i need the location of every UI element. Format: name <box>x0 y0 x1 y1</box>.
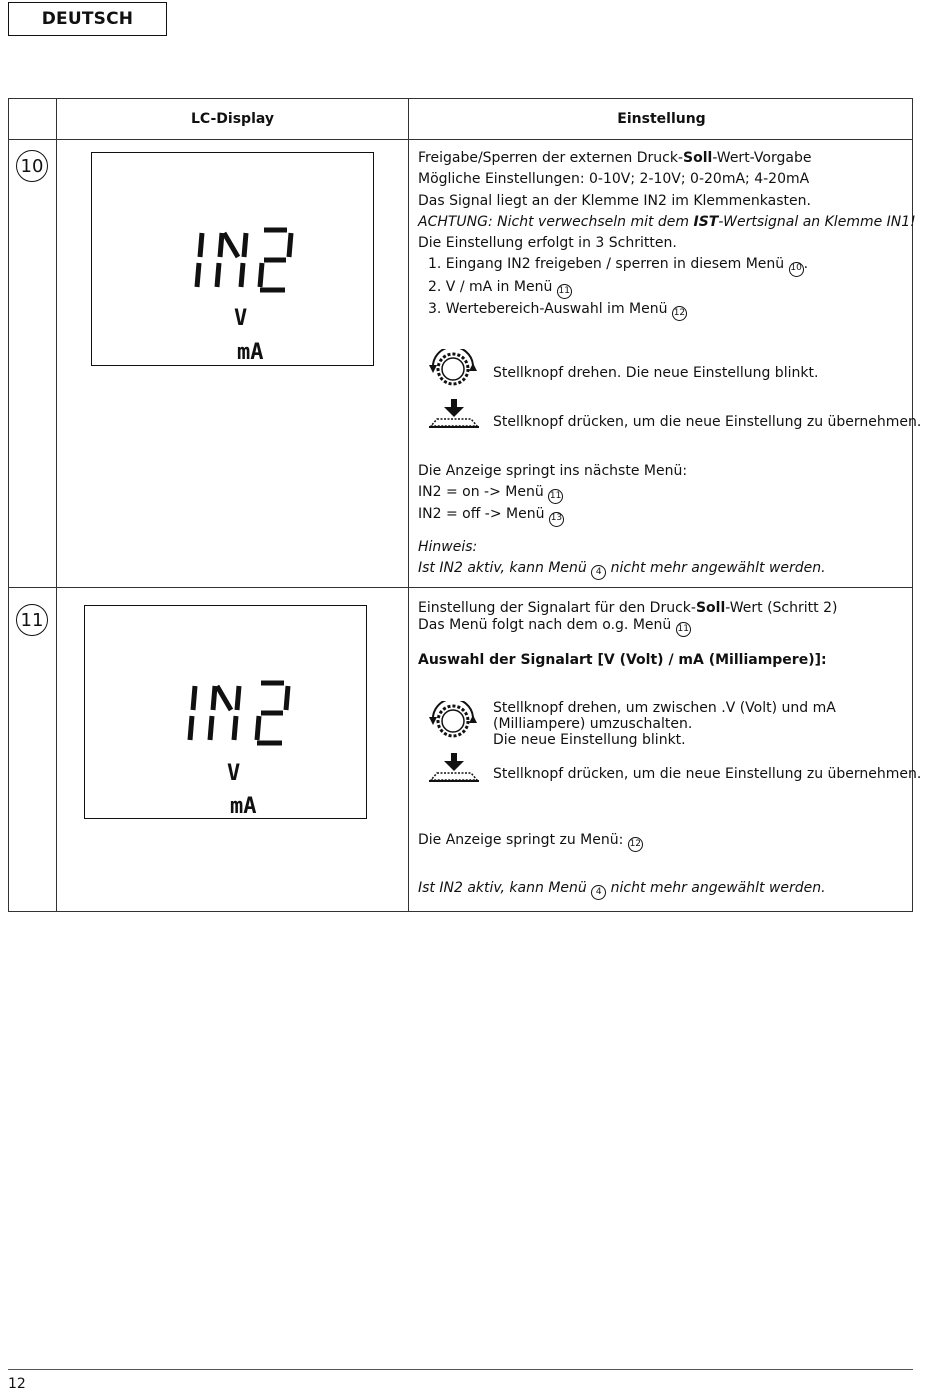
press-instruction: Stellknopf drücken, um die neue Einstellung zu übernehmen. <box>493 414 922 430</box>
menu-ref: 12 <box>672 306 687 321</box>
press-instruction: Stellknopf drücken, um die neue Einstellung zu übernehmen. <box>493 766 922 782</box>
rotate-instruction: Stellknopf drehen, um zwischen .V (Volt) und mA (Milliampere) umzuschalten. Die neue Einstellung blinkt. <box>493 700 836 748</box>
lcd-unit-v: V <box>227 761 241 786</box>
menu-number-10: 10 <box>16 150 48 182</box>
lcd-segments <box>85 606 368 820</box>
menu-ref: 10 <box>789 262 804 277</box>
rotate-knob-icon <box>427 701 479 741</box>
press-knob-icon <box>427 753 481 783</box>
table-divider <box>9 587 912 588</box>
settings-table <box>8 98 922 912</box>
rotate-knob-icon <box>427 349 479 389</box>
table-divider <box>56 99 57 911</box>
row10-next: Die Anzeige springt ins nächste Menü: IN2 = on -> Menü 11 IN2 = off -> Menü 13 <box>418 461 687 527</box>
menu-ref: 11 <box>557 284 572 299</box>
row11-hint: Ist IN2 aktiv, kann Menü 4 nicht mehr angewählt werden. <box>418 878 826 900</box>
row10-text: Freigabe/Sperren der externen Druck-Soll-Wert-Vorgabe Mögliche Einstellungen: 0-10V; 2-10V; 0-20mA; 4-20mA Das Signal liegt an der Klemme IN2 im Klemmenkasten. ACHTUNG: Nicht verwechseln mit dem IST-Wertsignal an Klemme IN1! Die Einstellung erfolgt in 3 Schritten. 1. Eingang IN2 freigeben / sperren in diesem Menü 10 . 2. V / mA in Menü 11 3. Wertebereich-Auswahl im Menü 12 <box>418 148 916 321</box>
table-divider <box>408 99 409 911</box>
footer-rule <box>8 1369 913 1370</box>
page-number: 12 <box>8 1376 26 1392</box>
row11-text: Einstellung der Signalart für den Druck-Soll-Wert (Schritt 2) Das Menü folgt nach dem o.g. Menü 11 <box>418 600 837 637</box>
menu-ref: 11 <box>676 622 691 637</box>
menu-number-11: 11 <box>16 604 48 636</box>
menu-ref: 4 <box>591 885 606 900</box>
lcd-unit-ma: mA <box>230 794 257 819</box>
menu-ref: 13 <box>549 512 564 527</box>
menu-ref: 11 <box>548 489 563 504</box>
menu-ref: 4 <box>591 565 606 580</box>
lcd-unit-v: V <box>234 306 248 331</box>
row11-next: Die Anzeige springt zu Menü: 12 <box>418 830 643 852</box>
press-knob-icon <box>427 399 481 429</box>
rotate-instruction: Stellknopf drehen. Die neue Einstellung blinkt. <box>493 365 819 381</box>
column-header-display: LC-Display <box>190 111 275 127</box>
table-divider <box>9 139 912 140</box>
menu-ref: 12 <box>628 837 643 852</box>
lcd-unit-ma: mA <box>237 340 264 365</box>
row11-heading: Auswahl der Signalart [V (Volt) / mA (Milliampere)]: <box>418 652 827 668</box>
row10-hint: Hinweis: Ist IN2 aktiv, kann Menü 4 nicht mehr angewählt werden. <box>418 537 826 580</box>
column-header-setting: Einstellung <box>617 111 706 127</box>
lcd-segments <box>92 153 375 367</box>
lc-display <box>91 152 374 366</box>
lc-display <box>84 605 367 819</box>
language-label: DEUTSCH <box>8 2 167 36</box>
